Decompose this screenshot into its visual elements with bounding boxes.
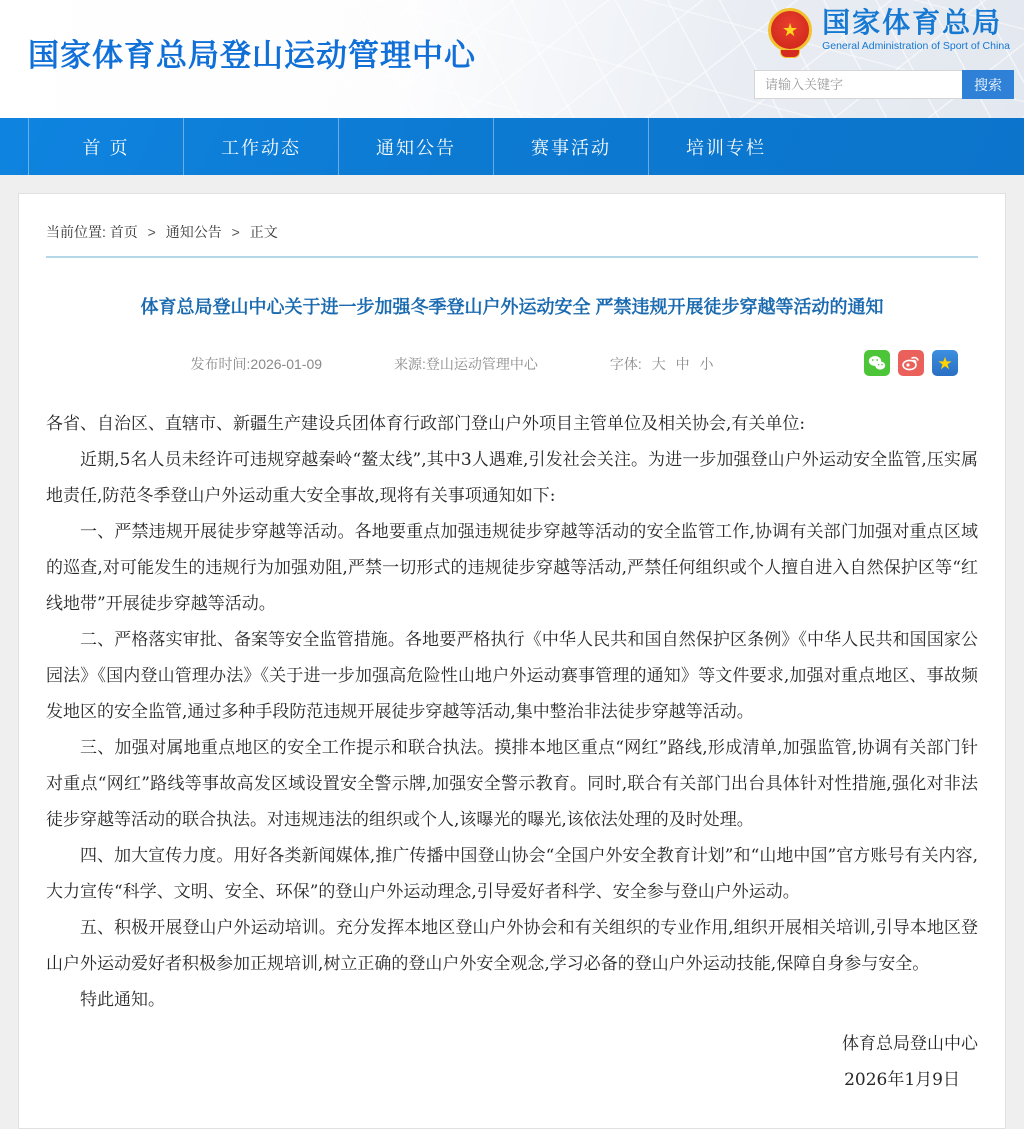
article-paragraph: 三、加强对属地重点地区的安全工作提示和联合执法。摸排本地区重点“网红”路线,形成清单,加强监管,协调有关部门针对重点“网红”路线等事故高发区域设置安全警示牌,加强安全警示教育。同时,联合有关部门出台具体针对性措施,强化对非法徒步穿越等活动的联合执法。对违规违法的组织或个人,该曝光的曝光,该依法处理的及时处理。 bbox=[46, 738, 978, 830]
article-closing: 特此通知。 bbox=[80, 990, 165, 1010]
article-source: 来源:登山运动管理中心 bbox=[394, 356, 538, 372]
font-size-large[interactable]: 大 bbox=[651, 356, 666, 372]
article-body bbox=[46, 406, 978, 1018]
share-icons bbox=[864, 350, 958, 376]
font-size-medium[interactable]: 中 bbox=[675, 356, 690, 372]
site-header bbox=[0, 0, 1024, 118]
sport-administration-logo bbox=[768, 8, 1010, 58]
page-body bbox=[0, 175, 1024, 1129]
article-paragraph: 近期,5名人员未经许可违规穿越秦岭“鳌太线”,其中3人遇难,引发社会关注。为进一步加强登山户外运动安全监管,压实属地责任,防范冬季登山户外运动重大安全事故,现将有关事项通知如下: bbox=[46, 450, 978, 506]
main-nav bbox=[0, 118, 1024, 175]
article-paragraph: 五、积极开展登山户外运动培训。充分发挥本地区登山户外协会和有关组织的专业作用,组织开展相关培训,引导本地区登山户外运动爱好者积极参加正规培训,树立正确的登山户外安全观念,学习必备的登山户外运动技能,保障自身参与安全。 bbox=[46, 918, 978, 974]
breadcrumb bbox=[46, 214, 978, 242]
breadcrumb-label: 当前位置: bbox=[46, 224, 106, 240]
logo-subtitle: General Administration of Sport of China bbox=[822, 40, 1010, 52]
nav-item-home[interactable]: 首 页 bbox=[28, 118, 183, 175]
font-size-label: 字体: bbox=[609, 356, 642, 372]
article-title: 体育总局登山中心关于进一步加强冬季登山户外运动安全 严禁违规开展徒步穿越等活动的通知 bbox=[140, 297, 884, 317]
site-title: 国家体育总局登山运动管理中心 bbox=[28, 38, 476, 73]
font-size-control bbox=[610, 354, 714, 374]
wechat-share-icon[interactable] bbox=[864, 350, 890, 376]
font-size-small[interactable]: 小 bbox=[699, 356, 714, 372]
search-bar bbox=[754, 70, 1014, 99]
breadcrumb-notices[interactable]: 通知公告 bbox=[165, 224, 222, 240]
qzone-share-icon[interactable]: ★ bbox=[932, 350, 958, 376]
breadcrumb-current: 正文 bbox=[249, 224, 278, 240]
weibo-share-icon[interactable] bbox=[898, 350, 924, 376]
logo-title: 国家体育总局 bbox=[822, 7, 1003, 38]
search-input[interactable] bbox=[754, 70, 962, 99]
national-emblem-icon: ★ bbox=[768, 8, 812, 58]
breadcrumb-home[interactable]: 首页 bbox=[109, 224, 138, 240]
search-button[interactable]: 搜索 bbox=[962, 70, 1014, 99]
breadcrumb-separator: > bbox=[231, 224, 240, 240]
article-paragraph: 各省、自治区、直辖市、新疆生产建设兵团体育行政部门登山户外项目主管单位及相关协会,有关单位: bbox=[46, 414, 806, 434]
nav-item-work-news[interactable]: 工作动态 bbox=[183, 118, 338, 175]
publish-date: 发布时间:2026-01-09 bbox=[190, 356, 323, 372]
breadcrumb-divider bbox=[46, 256, 978, 258]
signature-block bbox=[46, 1026, 978, 1098]
signature-org: 体育总局登山中心 bbox=[842, 1034, 978, 1054]
nav-item-notices[interactable]: 通知公告 bbox=[338, 118, 493, 175]
nav-item-training[interactable]: 培训专栏 bbox=[648, 118, 803, 175]
article-meta bbox=[46, 354, 978, 380]
article-paragraph: 一、严禁违规开展徒步穿越等活动。各地要重点加强违规徒步穿越等活动的安全监管工作,协调有关部门加强对重点区域的巡查,对可能发生的违规行为加强劝阻,严禁一切形式的违规徒步穿越等活动,严禁任何组织或个人擅自进入自然保护区等“红线地带”开展徒步穿越等活动。 bbox=[46, 522, 978, 614]
breadcrumb-separator: > bbox=[147, 224, 156, 240]
signature-date: 2026年1月9日 bbox=[844, 1070, 960, 1090]
article-paragraph: 四、加大宣传力度。用好各类新闻媒体,推广传播中国登山协会“全国户外安全教育计划”和“山地中国”官方账号有关内容,大力宣传“科学、文明、安全、环保”的登山户外运动理念,引导爱好者科学、安全参与登山户外运动。 bbox=[46, 846, 978, 902]
content-panel bbox=[18, 193, 1006, 1129]
nav-item-events[interactable]: 赛事活动 bbox=[493, 118, 648, 175]
article-paragraph: 二、严格落实审批、备案等安全监管措施。各地要严格执行《中华人民共和国自然保护区条例》《中华人民共和国国家公园法》《国内登山管理办法》《关于进一步加强高危险性山地户外运动赛事管理的通知》等文件要求,加强对重点地区、事故频发地区的安全监管,通过多种手段防范违规开展徒步穿越等活动,集中整治非法徒步穿越等活动。 bbox=[46, 630, 978, 722]
